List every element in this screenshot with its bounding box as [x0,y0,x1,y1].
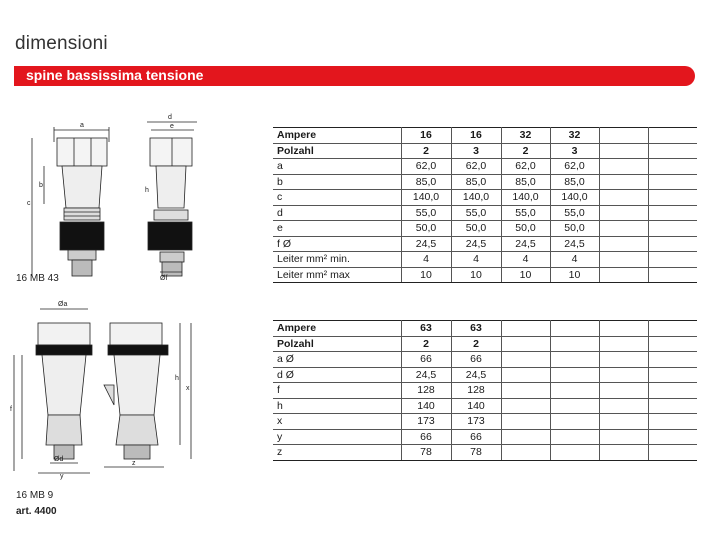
value-cell [648,383,697,399]
value-cell [599,336,648,352]
row-label-cell: Polzahl [273,143,401,159]
value-cell: 62,0 [451,159,501,175]
table-row [273,267,697,283]
value-cell [501,414,550,430]
value-cell [599,352,648,368]
row-label-cell: a [273,159,401,175]
dim-label-f: Øf [160,275,168,282]
value-cell [599,321,648,337]
value-cell [599,398,648,414]
drawing1-caption: 16 MB 43 [16,273,59,284]
row-label-cell: x [273,414,401,430]
value-cell: 10 [550,267,599,283]
value-cell [550,429,599,445]
value-cell: 32 [501,128,550,144]
value-cell [550,398,599,414]
row-label-cell: f Ø [273,236,401,252]
value-cell: 85,0 [451,174,501,190]
value-cell: 140,0 [451,190,501,206]
value-cell: 63 [401,321,451,337]
dim-label-e: e [170,123,174,130]
value-cell: 140,0 [501,190,550,206]
value-cell: 16 [451,128,501,144]
row-label-cell: Polzahl [273,336,401,352]
dim-label-a: Øa [58,301,68,308]
value-cell: 62,0 [550,159,599,175]
row-label-cell: b [273,174,401,190]
value-cell [501,398,550,414]
table-row [273,221,697,237]
value-cell: 10 [501,267,550,283]
value-cell [599,159,648,175]
row-label-cell: Ampere [273,321,401,337]
value-cell: 24,5 [451,367,501,383]
table-row [273,398,697,414]
value-cell [648,190,697,206]
value-cell [648,221,697,237]
table-row [273,352,697,368]
value-cell: 2 [451,336,501,352]
table-row [273,429,697,445]
table-row [273,445,697,461]
value-cell [550,352,599,368]
value-cell [648,352,697,368]
value-cell: 66 [451,352,501,368]
value-cell [599,367,648,383]
value-cell [599,190,648,206]
value-cell: 50,0 [501,221,550,237]
value-cell [599,445,648,461]
dim-label-h: h [145,187,149,194]
row-label-cell: f [273,383,401,399]
value-cell [501,367,550,383]
value-cell: 4 [401,252,451,268]
value-cell [501,352,550,368]
value-cell: 10 [451,267,501,283]
row-label-cell: z [273,445,401,461]
value-cell [599,221,648,237]
page-title: dimensioni [15,33,108,54]
section-banner [14,66,695,86]
value-cell: 55,0 [550,205,599,221]
value-cell [501,445,550,461]
value-cell: 66 [401,429,451,445]
table-row [273,174,697,190]
value-cell [599,143,648,159]
value-cell: 78 [401,445,451,461]
value-cell: 50,0 [451,221,501,237]
value-cell [648,174,697,190]
table-row [273,143,697,159]
value-cell [501,321,550,337]
plug-drawing-16mb43 [14,112,200,287]
table-row [273,159,697,175]
table-row [273,205,697,221]
value-cell [599,236,648,252]
value-cell: 2 [401,336,451,352]
value-cell: 24,5 [550,236,599,252]
value-cell [648,367,697,383]
value-cell: 140,0 [550,190,599,206]
row-label-cell: a Ø [273,352,401,368]
dim-label-h: h [175,375,179,382]
value-cell: 32 [550,128,599,144]
table-row [273,321,697,337]
value-cell [648,336,697,352]
value-cell [648,236,697,252]
dim-label-y: y [60,473,64,480]
value-cell: 128 [451,383,501,399]
table-row [273,383,697,399]
value-cell: 85,0 [401,174,451,190]
value-cell: 63 [451,321,501,337]
value-cell: 85,0 [501,174,550,190]
value-cell [648,321,697,337]
value-cell [648,205,697,221]
value-cell [648,128,697,144]
value-cell [550,414,599,430]
value-cell: 3 [451,143,501,159]
dim-label-c: c [27,200,31,207]
table-row [273,128,697,144]
row-label-cell: Leiter mm² min. [273,252,401,268]
table-row [273,236,697,252]
value-cell [648,252,697,268]
value-cell: 140 [401,398,451,414]
table-row [273,252,697,268]
value-cell [550,367,599,383]
value-cell: 10 [401,267,451,283]
value-cell: 4 [501,252,550,268]
dim-label-x: x [186,385,190,392]
plug-drawing-16mb9 [8,295,193,480]
row-label-cell: Leiter mm² max [273,267,401,283]
article-number: art. 4400 [16,506,57,517]
table-row [273,336,697,352]
value-cell [599,414,648,430]
value-cell [550,445,599,461]
dimensions-table-2 [273,320,697,461]
value-cell: 24,5 [401,236,451,252]
dim-label-b: b [39,182,43,189]
value-cell: 78 [451,445,501,461]
value-cell: 3 [550,143,599,159]
dim-label-d: Ød [54,456,64,463]
value-cell: 24,5 [401,367,451,383]
row-label-cell: c [273,190,401,206]
value-cell: 2 [501,143,550,159]
table-row [273,414,697,430]
value-cell: 173 [451,414,501,430]
value-cell: 173 [401,414,451,430]
value-cell [550,383,599,399]
value-cell [648,159,697,175]
value-cell [501,383,550,399]
value-cell [599,267,648,283]
value-cell: 66 [451,429,501,445]
value-cell [648,414,697,430]
value-cell [648,143,697,159]
value-cell: 55,0 [451,205,501,221]
value-cell [599,128,648,144]
value-cell: 66 [401,352,451,368]
value-cell [599,205,648,221]
table-row [273,367,697,383]
section-banner-label: spine bassissima tensione [26,67,204,83]
row-label-cell: d Ø [273,367,401,383]
value-cell [550,321,599,337]
row-label-cell: h [273,398,401,414]
value-cell: 4 [550,252,599,268]
value-cell: 55,0 [401,205,451,221]
value-cell: 4 [451,252,501,268]
dimensions-table-1 [273,127,697,283]
row-label-cell: y [273,429,401,445]
value-cell [550,336,599,352]
value-cell [599,252,648,268]
row-label-cell: d [273,205,401,221]
value-cell: 50,0 [550,221,599,237]
value-cell [599,174,648,190]
table-row [273,190,697,206]
value-cell: 50,0 [401,221,451,237]
value-cell [501,336,550,352]
dim-label-f: f [10,406,12,413]
value-cell [599,429,648,445]
dim-label-z: z [132,460,136,467]
value-cell: 55,0 [501,205,550,221]
value-cell [648,445,697,461]
value-cell: 62,0 [501,159,550,175]
value-cell: 140,0 [401,190,451,206]
value-cell: 128 [401,383,451,399]
value-cell [599,383,648,399]
value-cell: 24,5 [501,236,550,252]
dim-label-d: d [168,114,172,121]
row-label-cell: e [273,221,401,237]
drawing2-caption: 16 MB 9 [16,490,54,501]
value-cell: 140 [451,398,501,414]
value-cell [648,429,697,445]
value-cell: 85,0 [550,174,599,190]
value-cell [648,398,697,414]
value-cell [648,267,697,283]
value-cell: 16 [401,128,451,144]
dim-label-a: a [80,122,84,129]
row-label-cell: Ampere [273,128,401,144]
value-cell: 62,0 [401,159,451,175]
value-cell: 2 [401,143,451,159]
value-cell: 24,5 [451,236,501,252]
value-cell [501,429,550,445]
